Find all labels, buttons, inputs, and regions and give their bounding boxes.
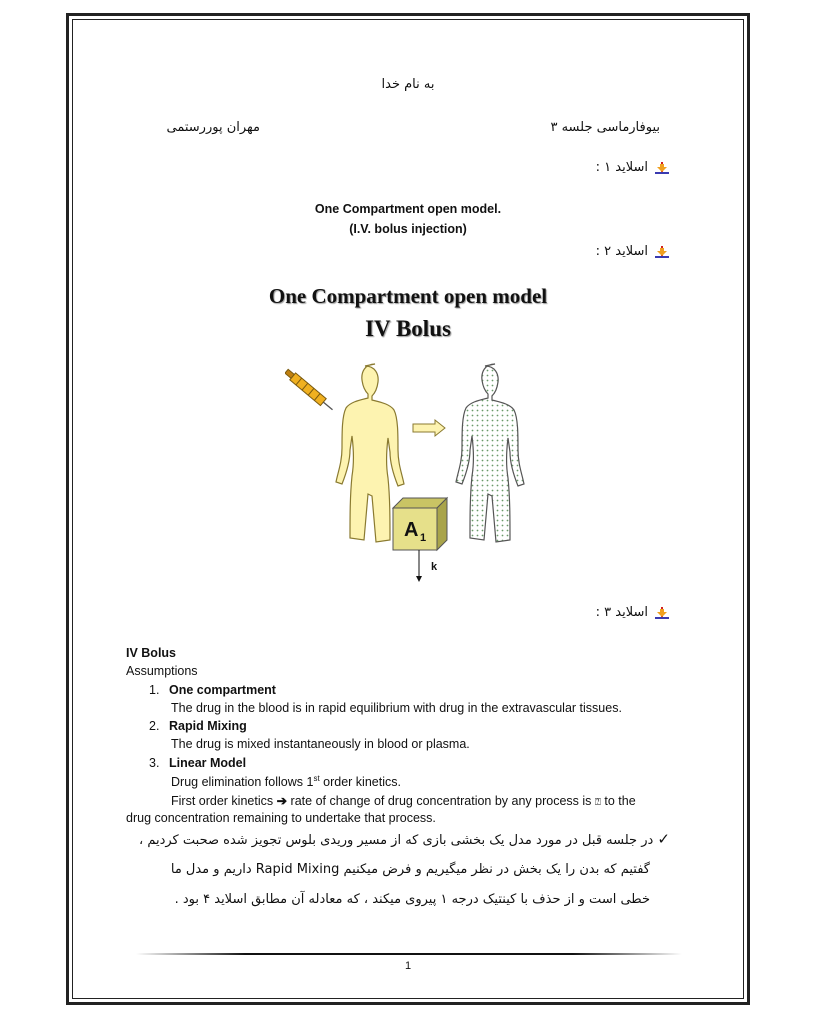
item-number: 1. <box>149 683 160 697</box>
desc-text: Drug elimination follows 1 <box>171 775 314 790</box>
slide2-label: اسلاید ۲ : <box>595 244 648 259</box>
note-text: در جلسه قبل در مورد مدل یک بخشی بازی که از مسیر وریدی بلوس تجویز شده صحبت کردیم ، <box>139 833 654 848</box>
slide2-title-line1: One Compartment open model <box>268 284 548 308</box>
desc-text: order kinetics. <box>319 775 401 790</box>
slide1-label: اسلاید ۱ : <box>595 160 648 175</box>
body-figure-right <box>456 364 524 542</box>
assumption-item <box>149 756 246 770</box>
slide-marker-icon <box>654 161 670 175</box>
item-title: Linear Model <box>169 756 247 770</box>
checkmark-icon: ✓ <box>657 830 670 848</box>
transfer-arrow-icon <box>413 420 445 436</box>
slide1-label-row <box>560 160 670 175</box>
item-title: One compartment <box>169 683 276 697</box>
elimination-arrow-icon <box>416 550 422 582</box>
item-description: The drug in the blood is in rapid equilibrium with drug in the extravascular tissues. <box>171 701 622 715</box>
compartment-box <box>393 498 447 550</box>
author-name: مهران پوررستمی <box>166 120 260 135</box>
footer-divider <box>136 953 682 955</box>
iv-bolus-diagram <box>285 358 545 588</box>
slide3-heading: IV Bolus <box>126 646 177 660</box>
slide3-label: اسلاید ۳ : <box>595 605 648 620</box>
item-title: Rapid Mixing <box>169 719 247 733</box>
course-title: بیوفارماسی جلسه ۳ <box>550 120 660 135</box>
slide2-label-row <box>560 244 670 259</box>
rate-constant-label: k <box>431 561 438 573</box>
kinetics-text: rate of change of drug concentration by any process is <box>287 794 595 808</box>
note-line-2: گفتیم که بدن را یک بخش در نظر میگیریم و فرض میکنیم Rapid Mixing داریم و مدل ما <box>170 862 650 877</box>
page-number: 1 <box>404 960 412 972</box>
item-description <box>171 774 401 789</box>
item-number: 3. <box>149 756 160 770</box>
item-description: The drug is mixed instantaneously in blood or plasma. <box>171 737 470 751</box>
slide-marker-icon <box>654 606 670 620</box>
desc-superscript: st <box>313 774 320 783</box>
slide1-title-line1: One Compartment open model. <box>314 202 502 216</box>
note-line-1 <box>130 830 670 848</box>
slide2-title-line2: IV Bolus <box>365 316 451 341</box>
syringe-icon <box>285 368 335 413</box>
kinetics-text: First order kinetics <box>171 794 274 808</box>
slide3-label-row <box>560 605 670 620</box>
kinetics-line-2: drug concentration remaining to undertake that process. <box>126 811 436 825</box>
bismillah-heading: به نام خدا <box>381 77 435 92</box>
compartment-subscript: 1 <box>420 532 427 544</box>
assumption-item <box>149 719 247 733</box>
note-line-3: خطی است و از حذف با کینتیک درجه ۱ پیروی میکند ، که معادله آن مطابق اسلاید ۴ بود . <box>174 892 650 907</box>
right-arrow-icon: ➔ <box>276 794 288 808</box>
kinetics-text: to the <box>600 794 636 808</box>
compartment-label: A <box>404 519 419 541</box>
item-number: 2. <box>149 719 160 733</box>
kinetics-line <box>171 793 636 808</box>
missing-glyph-icon: ⍰ <box>594 797 601 808</box>
slide-marker-icon <box>654 245 670 259</box>
slide1-title-line2: (I.V. bolus injection) <box>349 222 467 236</box>
slide3-subheading: Assumptions <box>126 664 198 678</box>
assumption-item <box>149 683 276 697</box>
